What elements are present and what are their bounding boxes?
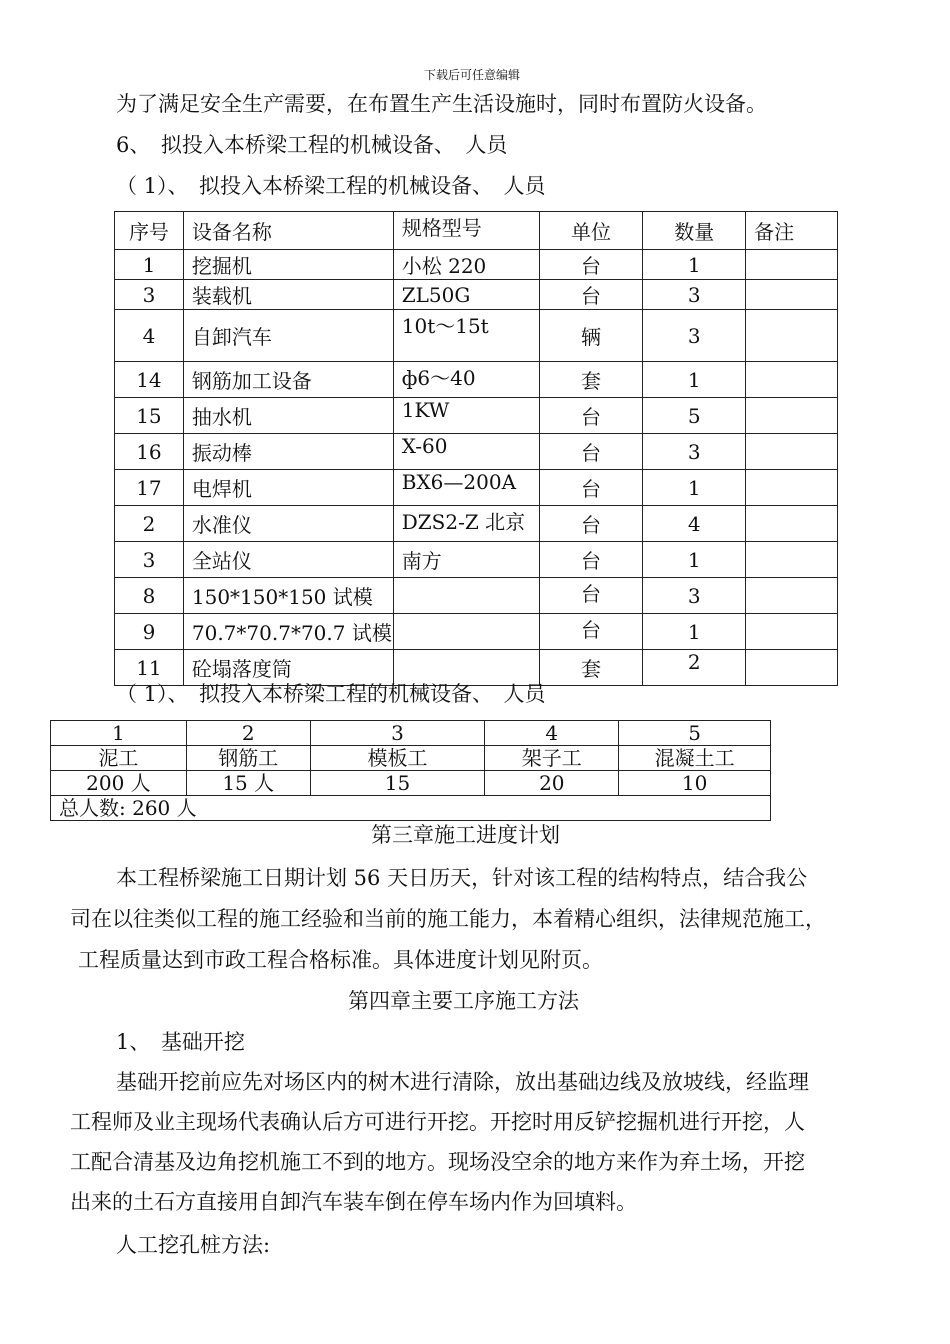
table-cell: 1: [643, 614, 746, 650]
table-cell: [746, 506, 838, 542]
table-cell: 11: [115, 650, 184, 686]
table-cell: 4: [643, 506, 746, 542]
table-cell: [746, 250, 838, 280]
table-cell: ZL50G: [393, 280, 539, 310]
table-row: [115, 506, 838, 542]
table-cell: 设备名称: [183, 212, 393, 250]
table-cell: 振动棒: [183, 434, 393, 470]
staff-cell: 架子工: [485, 746, 619, 771]
table-row: [115, 250, 838, 280]
subsection-heading: （ 1）、 拟投入本桥梁工程的机械设备、 人员: [116, 174, 546, 198]
table-cell: 单位: [539, 212, 643, 250]
staff-cell: 200 人: [51, 771, 187, 796]
table-cell: 3: [643, 434, 746, 470]
table-cell: 14: [115, 362, 184, 398]
table-cell: [746, 310, 838, 362]
table-cell: [393, 614, 539, 650]
staff-cell: 4: [485, 721, 619, 746]
table-cell: 3: [115, 280, 184, 310]
table-row: [115, 578, 838, 614]
table-cell: 自卸汽车: [183, 310, 393, 362]
table-row: [115, 280, 838, 310]
chapter-3-title: 第三章施工进度计划: [371, 823, 560, 847]
table-cell: 1KW: [393, 398, 539, 434]
table-cell: [746, 362, 838, 398]
staff-cell: 钢筋工: [186, 746, 310, 771]
table-cell: 套: [539, 362, 643, 398]
chapter-3-text-line-2: 司在以往类似工程的施工经验和当前的施工能力，本着精心组织，法律规范施工，: [70, 907, 826, 931]
table-cell: 备注: [746, 212, 838, 250]
table-cell: [746, 542, 838, 578]
table-cell: 小松 220: [393, 250, 539, 280]
table-cell: 1: [643, 362, 746, 398]
equipment-table: [114, 211, 838, 686]
table-cell: 1: [643, 470, 746, 506]
staff-cell: 15 人: [186, 771, 310, 796]
table-cell: 装载机: [183, 280, 393, 310]
table-cell: 1: [643, 250, 746, 280]
table-row: [115, 398, 838, 434]
table-cell: 钢筋加工设备: [183, 362, 393, 398]
table-cell: 南方: [393, 542, 539, 578]
staff-cell: 模板工: [310, 746, 485, 771]
table-cell: 台: [539, 280, 643, 310]
table-cell: [393, 578, 539, 614]
table-cell: 9: [115, 614, 184, 650]
staff-cell: 10: [619, 771, 771, 796]
table-cell: 台: [539, 542, 643, 578]
table-cell: [746, 398, 838, 434]
table-cell: ф6～40: [393, 362, 539, 398]
staff-cell: 15: [310, 771, 485, 796]
table-cell: DZS2-Z 北京: [393, 506, 539, 542]
subsection-heading-2: （ 1）、 拟投入本桥梁工程的机械设备、 人员: [116, 682, 546, 706]
chapter-3-text-line-3: 工程质量达到市政工程合格标准。具体进度计划见附页。: [78, 948, 603, 972]
staff-cell: 混凝土工: [619, 746, 771, 771]
table-cell: BX6—200A: [393, 470, 539, 506]
table-cell: 挖掘机: [183, 250, 393, 280]
table-cell: 全站仪: [183, 542, 393, 578]
table-cell: 台: [539, 250, 643, 280]
staff-cell: 2: [186, 721, 310, 746]
table-row: [115, 434, 838, 470]
chapter-4-title: 第四章主要工序施工方法: [348, 989, 579, 1013]
table-cell: 2: [115, 506, 184, 542]
table-cell: 砼塌落度筒: [183, 650, 393, 686]
table-cell: 规格型号: [393, 212, 539, 250]
staff-cell: 1: [51, 721, 187, 746]
table-cell: 序号: [115, 212, 184, 250]
table-cell: 3: [115, 542, 184, 578]
staff-table: [50, 720, 771, 821]
table-cell: [746, 614, 838, 650]
table-cell: 3: [643, 578, 746, 614]
staff-cell: 3: [310, 721, 485, 746]
table-cell: X-60: [393, 434, 539, 470]
page-header: 下载后可任意编辑: [424, 68, 521, 82]
table-cell: 1: [115, 250, 184, 280]
table-cell: 辆: [539, 310, 643, 362]
table-cell: 150*150*150 试模: [183, 578, 393, 614]
table-cell: 台: [539, 398, 643, 434]
staff-cell: 20: [485, 771, 619, 796]
table-cell: 17: [115, 470, 184, 506]
staff-cell: 5: [619, 721, 771, 746]
table-cell: 台: [539, 578, 643, 614]
table-cell: 3: [643, 310, 746, 362]
table-cell: 70.7*70.7*70.7 试模: [183, 614, 393, 650]
table-cell: 8: [115, 578, 184, 614]
table-cell: 15: [115, 398, 184, 434]
table-row: [115, 614, 838, 650]
table-cell: [746, 650, 838, 686]
table-cell: 数量: [643, 212, 746, 250]
pile-method-heading: 人工挖孔桩方法:: [116, 1233, 271, 1257]
paragraph-fire: 为了满足安全生产需要，在布置生产生活设施时，同时布置防火设备。: [116, 92, 767, 116]
table-cell: 水准仪: [183, 506, 393, 542]
table-cell: 16: [115, 434, 184, 470]
table-cell: 台: [539, 434, 643, 470]
staff-total: 总人数: 260 人: [51, 796, 771, 821]
staff-row-trades: [51, 746, 771, 771]
table-cell: [746, 470, 838, 506]
table-cell: [746, 578, 838, 614]
excavation-text-line-1: 基础开挖前应先对场区内的树木进行清除，放出基础边线及放坡线，经监理: [116, 1070, 809, 1094]
table-cell: 10t～15t: [393, 310, 539, 362]
table-cell: 1: [643, 542, 746, 578]
table-row: [115, 470, 838, 506]
table-cell: 3: [643, 280, 746, 310]
table-row: [115, 362, 838, 398]
table-cell: 台: [539, 614, 643, 650]
excavation-text-line-4: 出来的土石方直接用自卸汽车装车倒在停车场内作为回填料。: [70, 1190, 637, 1214]
staff-cell: 泥工: [51, 746, 187, 771]
chapter-3-text-line-1: 本工程桥梁施工日期计划 56 天日历天，针对该工程的结构特点，结合我公: [116, 866, 808, 890]
table-cell: 台: [539, 470, 643, 506]
staff-row-counts: [51, 771, 771, 796]
excavation-text-line-3: 工配合清基及边角挖机施工不到的地方。现场没空余的地方来作为弃土场，开挖: [70, 1150, 805, 1174]
item-1-heading: 1、 基础开挖: [116, 1030, 245, 1054]
table-cell: [746, 280, 838, 310]
table-cell: 抽水机: [183, 398, 393, 434]
staff-row-numbers: [51, 721, 771, 746]
table-row: [115, 310, 838, 362]
section-6-heading: 6、 拟投入本桥梁工程的机械设备、 人员: [116, 133, 508, 157]
table-cell: [746, 434, 838, 470]
table-cell: 4: [115, 310, 184, 362]
table-cell: 5: [643, 398, 746, 434]
excavation-text-line-2: 工程师及业主现场代表确认后方可进行开挖。开挖时用反铲挖掘机进行开挖，人: [70, 1110, 805, 1134]
table-cell: 2: [643, 650, 746, 686]
table-header-row: [115, 212, 838, 250]
table-cell: 电焊机: [183, 470, 393, 506]
table-cell: 套: [539, 650, 643, 686]
table-row: [115, 542, 838, 578]
table-cell: 台: [539, 506, 643, 542]
staff-total-row: [51, 796, 771, 821]
